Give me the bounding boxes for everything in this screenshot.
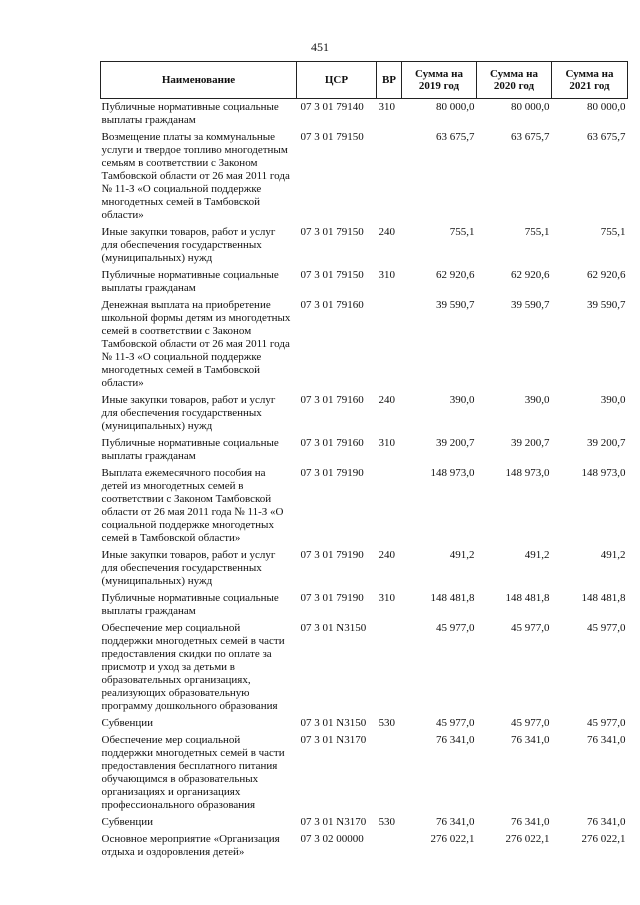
header-sum-2020: Сумма на 2020 год (477, 62, 552, 99)
header-sum-2021: Сумма на 2021 год (552, 62, 628, 99)
row-sum-2020: 390,0 (524, 394, 550, 406)
row-sum-2020: 45 977,0 (511, 622, 550, 634)
row-name: Субвенции (101, 717, 154, 729)
row-sum-2019: 45 977,0 (436, 717, 475, 729)
row-sum-2021: 62 920,6 (587, 269, 626, 281)
header-csr: ЦСР (297, 62, 377, 99)
row-sum-2019: 390,0 (449, 394, 475, 406)
row-vr (377, 467, 402, 549)
row-sum-2020: 491,2 (524, 549, 550, 561)
row-sum-2019: 755,1 (449, 226, 475, 238)
table-row (101, 394, 628, 437)
table-row (101, 437, 628, 467)
row-name: Основное мероприятие «Организация отдыха и оздоровления детей» (101, 833, 280, 858)
row-sum-2020: 63 675,7 (511, 131, 550, 143)
row-sum-2021: 63 675,7 (587, 131, 626, 143)
header-name: Наименование (101, 62, 297, 99)
row-name: Обеспечение мер социальной поддержки многодетных семей в части предоставления бесплатного питания обучающимся в образовательных организациях и организациях профессионального образования (101, 734, 285, 811)
row-sum-2020: 76 341,0 (511, 816, 550, 828)
row-vr: 240 (378, 394, 395, 406)
row-csr: 07 3 01 79150 (300, 269, 364, 281)
row-csr: 07 3 01 79160 (300, 437, 364, 449)
row-sum-2019: 76 341,0 (436, 816, 475, 828)
row-sum-2021: 148 973,0 (581, 467, 626, 479)
row-sum-2019: 62 920,6 (436, 269, 475, 281)
row-name: Иные закупки товаров, работ и услуг для обеспечения государственных (муниципальных) нужд (101, 226, 276, 264)
page-number: 451 (311, 40, 329, 54)
row-sum-2021: 76 341,0 (587, 734, 626, 746)
table-row (101, 717, 628, 734)
row-vr: 310 (378, 101, 395, 113)
row-name: Обеспечение мер социальной поддержки многодетных семей в части предоставления скидки по оплате за присмотр и уход за детьми в образовательных организациях, реализующих образовательную программу дошкольного образования (101, 622, 285, 712)
row-sum-2019: 39 200,7 (436, 437, 475, 449)
row-csr: 07 3 01 79150 (300, 131, 364, 143)
row-sum-2021: 45 977,0 (587, 717, 626, 729)
row-vr (377, 622, 402, 717)
row-name: Выплата ежемесячного пособия на детей из многодетных семей в соответствии с Законом Тамбовской области от 26 мая 2011 года № 11-З «О социальной поддержке многодетных семей в Тамбовской области» (101, 467, 284, 544)
row-vr: 310 (378, 437, 395, 449)
row-vr: 240 (378, 549, 395, 561)
row-name: Субвенции (101, 816, 154, 828)
row-csr: 07 3 01 79160 (300, 394, 364, 406)
row-name: Иные закупки товаров, работ и услуг для обеспечения государственных (муниципальных) нужд (101, 394, 276, 432)
row-sum-2020: 148 973,0 (505, 467, 550, 479)
row-sum-2019: 148 481,8 (430, 592, 475, 604)
table-row (101, 622, 628, 717)
row-vr (377, 833, 402, 863)
row-csr: 07 3 01 N3150 (300, 622, 367, 634)
budget-table (100, 61, 628, 863)
row-csr: 07 3 02 00000 (300, 833, 364, 845)
table-row (101, 269, 628, 299)
row-vr (377, 131, 402, 226)
table-row (101, 99, 628, 132)
table-row (101, 226, 628, 269)
row-vr (377, 734, 402, 816)
row-name: Денежная выплата на приобретение школьной формы детям из многодетных семей в соответствии с Законом Тамбовской области от 26 мая 2011 года № 11-З «О социальной поддержке многодетных семей в Тамбовской области» (101, 299, 291, 389)
row-sum-2021: 80 000,0 (587, 101, 626, 113)
row-sum-2021: 276 022,1 (581, 833, 626, 845)
row-name: Возмещение платы за коммунальные услуги и твердое топливо многодетным семьям в соответствии с Законом Тамбовской области от 26 мая 2011 года № 11-З «О социальной поддержке многодетных семей в Тамбовской области» (101, 131, 290, 221)
row-sum-2020: 45 977,0 (511, 717, 550, 729)
row-vr: 530 (378, 816, 395, 828)
table-header-row (101, 62, 628, 99)
row-sum-2021: 76 341,0 (587, 816, 626, 828)
table-row (101, 299, 628, 394)
row-vr: 310 (378, 592, 395, 604)
row-sum-2021: 148 481,8 (581, 592, 626, 604)
table-row (101, 833, 628, 863)
row-sum-2020: 80 000,0 (511, 101, 550, 113)
table-row (101, 549, 628, 592)
table-row (101, 734, 628, 816)
row-sum-2020: 76 341,0 (511, 734, 550, 746)
table-row (101, 816, 628, 833)
table-row (101, 592, 628, 622)
row-name: Публичные нормативные социальные выплаты гражданам (101, 592, 279, 617)
row-sum-2021: 39 200,7 (587, 437, 626, 449)
table-row (101, 131, 628, 226)
row-sum-2020: 148 481,8 (505, 592, 550, 604)
row-sum-2019: 276 022,1 (430, 833, 475, 845)
header-sum-2019: Сумма на 2019 год (402, 62, 477, 99)
row-csr: 07 3 01 79190 (300, 592, 364, 604)
row-csr: 07 3 01 N3170 (300, 734, 367, 746)
row-sum-2019: 491,2 (449, 549, 475, 561)
row-csr: 07 3 01 79190 (300, 467, 364, 479)
row-sum-2019: 80 000,0 (436, 101, 475, 113)
table-row (101, 467, 628, 549)
row-sum-2019: 76 341,0 (436, 734, 475, 746)
row-vr (377, 299, 402, 394)
row-csr: 07 3 01 N3170 (300, 816, 367, 828)
row-sum-2020: 276 022,1 (505, 833, 550, 845)
row-sum-2019: 148 973,0 (430, 467, 475, 479)
row-sum-2019: 63 675,7 (436, 131, 475, 143)
row-sum-2020: 62 920,6 (511, 269, 550, 281)
row-sum-2021: 45 977,0 (587, 622, 626, 634)
row-sum-2021: 491,2 (600, 549, 626, 561)
row-name: Иные закупки товаров, работ и услуг для обеспечения государственных (муниципальных) нужд (101, 549, 276, 587)
row-csr: 07 3 01 N3150 (300, 717, 367, 729)
row-vr: 530 (378, 717, 395, 729)
row-vr: 310 (378, 269, 395, 281)
row-sum-2020: 755,1 (524, 226, 550, 238)
row-csr: 07 3 01 79190 (300, 549, 364, 561)
row-name: Публичные нормативные социальные выплаты гражданам (101, 101, 279, 126)
row-csr: 07 3 01 79150 (300, 226, 364, 238)
row-sum-2020: 39 590,7 (511, 299, 550, 311)
row-name: Публичные нормативные социальные выплаты гражданам (101, 437, 279, 462)
row-sum-2021: 755,1 (600, 226, 626, 238)
row-sum-2019: 45 977,0 (436, 622, 475, 634)
row-csr: 07 3 01 79140 (300, 101, 364, 113)
row-sum-2019: 39 590,7 (436, 299, 475, 311)
row-sum-2020: 39 200,7 (511, 437, 550, 449)
row-name: Публичные нормативные социальные выплаты гражданам (101, 269, 279, 294)
row-csr: 07 3 01 79160 (300, 299, 364, 311)
row-vr: 240 (378, 226, 395, 238)
row-sum-2021: 390,0 (600, 394, 626, 406)
header-vr: ВР (377, 62, 402, 99)
row-sum-2021: 39 590,7 (587, 299, 626, 311)
